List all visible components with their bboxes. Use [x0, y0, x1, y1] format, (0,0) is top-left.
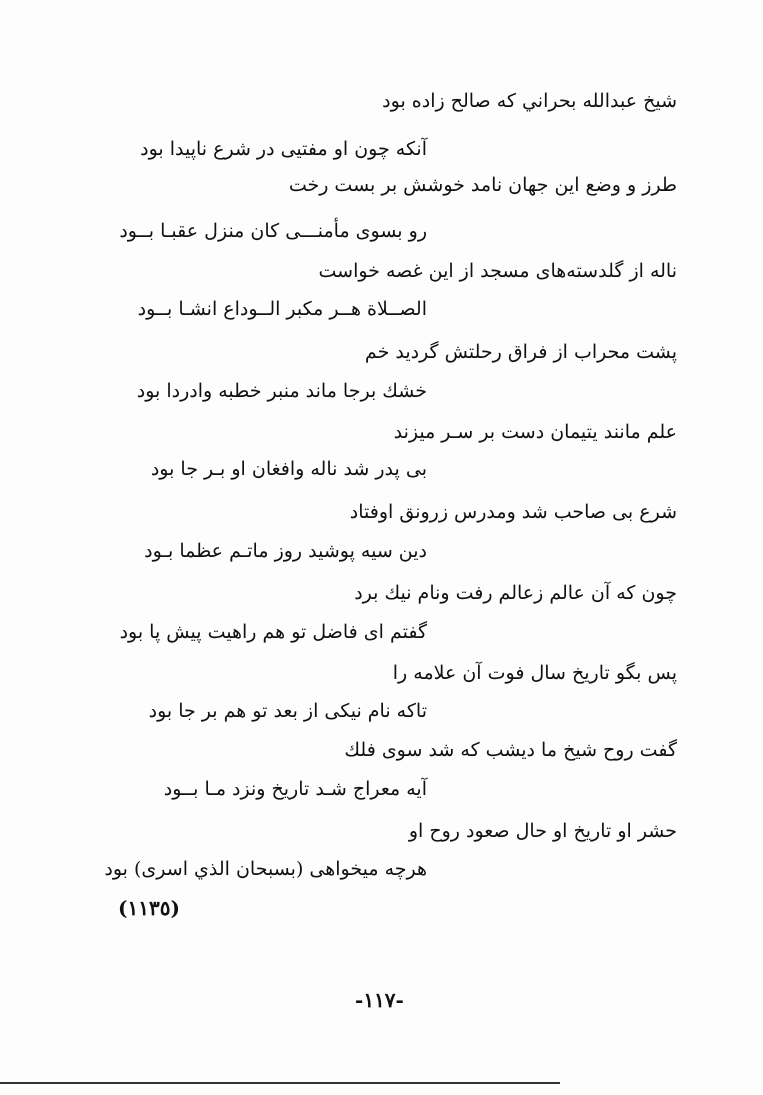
verse-line: شيخ عبدالله بحراني كه صالح زاده بود — [382, 90, 677, 112]
verse-line: پس بگو تاريخ سال فوت آن علامه را — [392, 662, 677, 684]
bottom-rule — [0, 1082, 560, 1084]
verse-line: گفتم اى فاضل تو هم راهيت پيش پا بود — [119, 621, 427, 643]
verse-line: گفت روح شيخ ما ديشب كه شد سوى فلك — [344, 739, 677, 761]
verse-line: الصــلاة هــر مكبر الــوداع انشـا بــود — [137, 298, 427, 320]
verse-line: حشر او تاريخ او حال صعود روح او — [408, 820, 677, 842]
verse-line: دين سيه پوشيد روز ماتـم عظما بـود — [144, 540, 427, 562]
verse-line: علم مانند يتيمان دست بر سـر ميزند — [393, 421, 677, 443]
verse-line: تاكه نام نيكى از بعد تو هم بر جا بود — [148, 700, 427, 722]
verse-line: طرز و وضع اين جهان نامد خوشش بر بست رخت — [288, 174, 677, 196]
verse-line: آنكه چون او مفتيى در شرع ناپيدا بود — [140, 138, 427, 160]
verse-line: خشك برجا ماند منبر خطبه وادردا بود — [136, 380, 427, 402]
verse-line: رو بسوى مأمنـــى كان منزل عقبـا بــود — [119, 220, 427, 242]
year-label: (١١٣٥) — [118, 896, 180, 920]
verse-line: هرچه ميخواهى (بسبحان الذي اسرى) بود — [104, 858, 427, 880]
verse-line: ناله از گلدسته‌هاى مسجد از اين غصه خواست — [318, 260, 677, 282]
page-number: -١١٧- — [355, 988, 404, 1012]
verse-line: پشت محراب از فراق رحلتش گرديد خم — [364, 341, 677, 363]
verse-line: آيه معراج شـد تاريخ ونزد مـا بــود — [163, 778, 427, 800]
verse-line: بى پدر شد ناله وافغان او بـر جا بود — [150, 458, 427, 480]
verse-line: چون كه آن عالم زعالم رفت ونام نيك برد — [354, 582, 677, 604]
verse-line: شرع بى صاحب شد ومدرس زرونق اوفتاد — [349, 501, 677, 523]
